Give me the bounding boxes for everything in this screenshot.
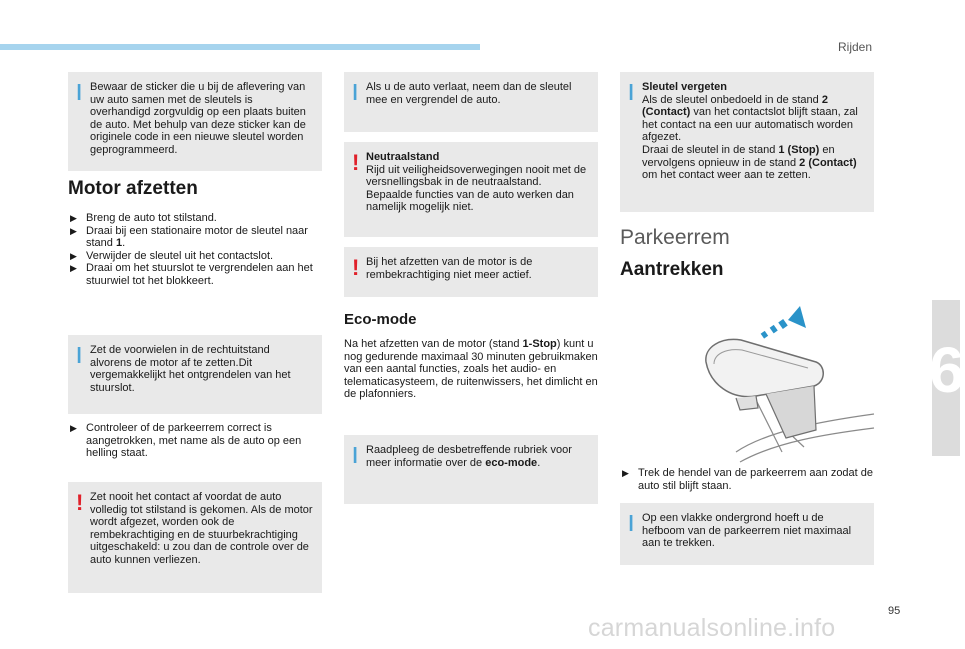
info-box-sleutel-vergeten [620, 72, 874, 212]
pull-arrow-icon [761, 306, 806, 339]
bullet-arrow-icon: ▶ [622, 468, 629, 478]
info-icon: ǀ [352, 443, 359, 468]
list-item: ▶ Verwijder de sleutel uit het contactslot. [70, 249, 274, 262]
info-icon: ǀ [352, 80, 359, 105]
info-text: Bewaar de sticker die u bij de aflevering van uw auto samen met de sleutels is overhandigd zorgvuldig op een plaats buiten de auto. Met behulp van deze sticker kan de originele code in een nieuwe sleutel worden geprogrammeerd. [90, 81, 306, 156]
warning-box-rembekrachtiging [344, 247, 598, 297]
chapter-number: 6 [929, 334, 965, 406]
eco-mode-text: Na het afzetten van de motor (stand 1-Stop) kunt u nog gedurende maximaal 30 minuten gebruikmaken van een aantal functies, zoals het audio- en telematicasysteem, de ruitenwissers, het dimlicht en de plafonniers. [344, 338, 598, 401]
info-box-sticker [68, 72, 322, 171]
info-title: Sleutel vergeten [642, 81, 727, 93]
heading-eco-mode: Eco-mode [344, 311, 417, 328]
warning-text: Bij het afzetten van de motor is de rembekrachtiging niet meer actief. [366, 256, 533, 281]
warning-text: Neutraalstand Rijd uit veiligheidsoverwegingen nooit met de versnellingsbak in de neutraalstand. Bepaalde functies van de auto werken dan namelijk mogelijk niet. [366, 151, 587, 214]
list-item: ▶ Controleer of de parkeerrem correct is aangetrokken, met name als de auto op een helling staat. [70, 422, 302, 460]
watermark: carmanualsonline.info [588, 614, 836, 642]
list-item: ▶ Breng de auto tot stilstand. [70, 212, 217, 224]
bullet-aantrekken [622, 467, 876, 492]
section-parkeerrem: Parkeerrem [620, 226, 730, 249]
bullet-arrow-icon: ▶ [70, 263, 77, 274]
info-text: Raadpleeg de desbetreffende rubriek voor meer informatie over de eco-mode. [366, 444, 572, 469]
bullet-arrow-icon: ▶ [70, 250, 77, 261]
warning-icon: ! [352, 255, 360, 280]
info-icon: ǀ [628, 80, 635, 105]
warning-box-neutraal [344, 142, 598, 237]
info-box-voorwielen [68, 335, 322, 414]
parking-brake-illustration [696, 302, 874, 464]
info-text: Zet de voorwielen in de rechtuitstand alvorens de motor af te zetten.Dit vergemakkelijkt het ontgrendelen van het stuurslot. [90, 344, 291, 394]
warning-icon: ! [352, 150, 360, 175]
bullet-arrow-icon: ▶ [70, 225, 77, 236]
info-text: Sleutel vergeten Als de sleutel onbedoeld in de stand 2 (Contact) van het contactslot blijft staan, zal het contact na een uur automatisch worden afgezet. Draai de sleutel in de stand 1 (Stop) en vervolgens opnieuw in de stand 2 (Contact) om het contact weer aan te zetten. [642, 81, 858, 182]
bullet-arrow-icon: ▶ [70, 423, 77, 433]
heading-motor-afzetten: Motor afzetten [68, 178, 198, 199]
page-number: 95 [888, 605, 901, 617]
info-icon: ǀ [76, 80, 83, 105]
list-item: ▶ Draai om het stuurslot te vergrendelen aan het stuurwiel tot het blokkeert. [70, 262, 313, 287]
bullet-parkeerrem-check [70, 422, 324, 460]
list-item: ▶ Draai bij een stationaire motor de sleutel naar stand 1. [70, 224, 308, 250]
warning-text: Zet nooit het contact af voordat de auto volledig tot stilstand is gekomen. Als de motor wordt afgezet, worden ook de rembekrachtiging en de stuurbekrachtiging uitgeschakeld: u zou dan de controle over de auto kunnen verliezen. [90, 491, 313, 566]
info-box-verlaten [344, 72, 598, 132]
bullet-arrow-icon: ▶ [70, 213, 77, 223]
section-title: Rijden [838, 40, 873, 54]
info-icon: ǀ [628, 511, 635, 536]
warning-icon: ! [76, 490, 84, 515]
bullet-list-motor [70, 212, 324, 288]
warning-box-contact [68, 482, 322, 593]
warning-title: Neutraalstand [366, 151, 440, 163]
header-rule [0, 44, 480, 50]
info-text: Op een vlakke ondergrond hoeft u de hefboom van de parkeerrem niet maximaal aan te trekken. [642, 512, 852, 550]
brake-lever [706, 339, 823, 438]
info-icon: ǀ [76, 343, 83, 368]
info-box-eco-mode [344, 435, 598, 504]
info-text: Als u de auto verlaat, neem dan de sleutel mee en vergrendel de auto. [366, 81, 572, 106]
info-box-vlakke-ondergrond [620, 503, 874, 565]
heading-aantrekken: Aantrekken [620, 259, 724, 280]
list-item: ▶ Trek de hendel van de parkeerrem aan zodat de auto stil blijft staan. [622, 467, 874, 492]
